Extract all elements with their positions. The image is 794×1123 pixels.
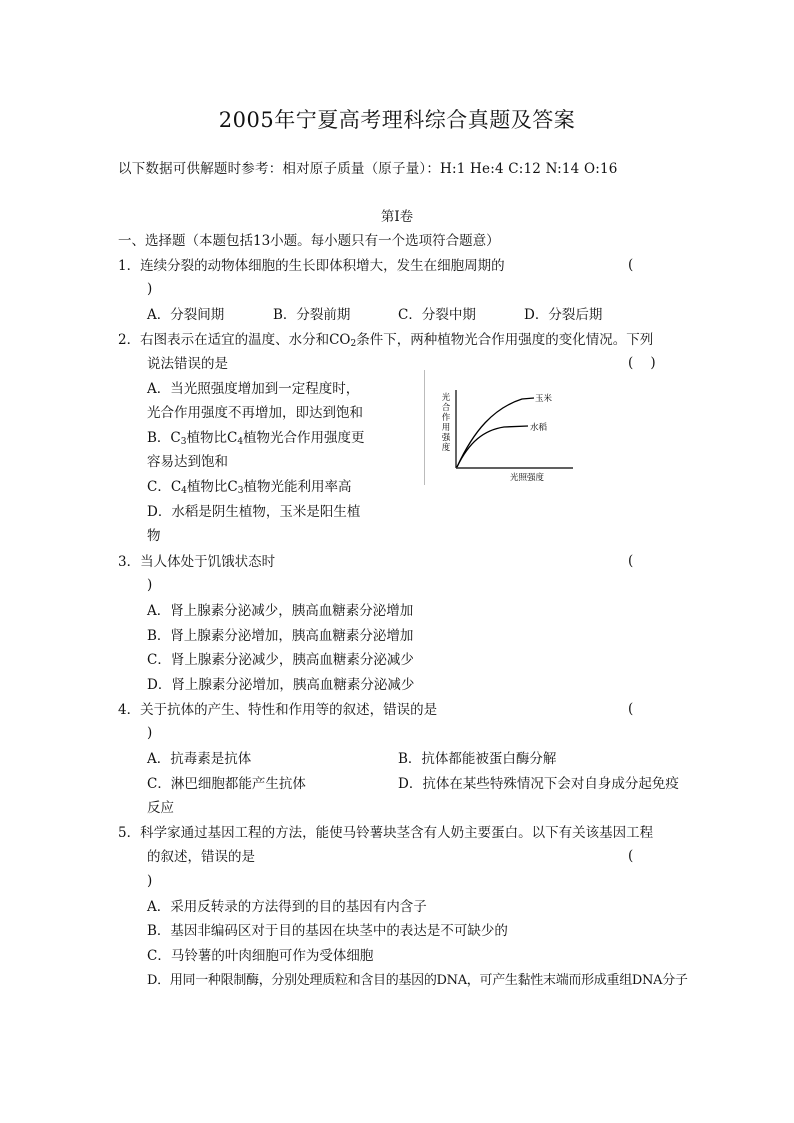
option-a: A．当光照强度增加到一定程度时，	[147, 381, 360, 397]
option-d: D．用同一种限制酶，分别处理质粒和含目的基因的DNA，可产生黏性末端而形成重组DNA分子	[147, 973, 688, 988]
option-b: B．抗体都能被蛋白酶分解	[398, 751, 557, 767]
option-c: C．肾上腺素分泌减少，胰高血糖素分泌减少	[147, 652, 414, 668]
option-c: C．淋巴细胞都能产生抗体	[147, 776, 306, 792]
option-a: A．抗毒素是抗体	[147, 751, 252, 767]
question-stem: 5．科学家通过基因工程的方法，能使马铃薯块茎含有人奶主要蛋白。以下有关该基因工程	[118, 825, 654, 841]
y-axis-label: 光合作用强度	[441, 393, 451, 453]
x-axis-label: 光照强度	[510, 473, 545, 483]
option-d-line2: 反应	[147, 800, 174, 816]
option-a: A．采用反转录的方法得到的目的基因有内含子	[147, 899, 427, 915]
option-d: D．水稻是阴生植物，玉米是阳生植	[147, 504, 361, 520]
answer-paren-close: )	[147, 725, 153, 741]
option-d: D．肾上腺素分泌增加，胰高血糖素分泌减少	[147, 677, 415, 693]
section-heading: 一、选择题（本题包括13小题。每小题只有一个选项符合题意）	[118, 233, 500, 249]
answer-paren-open: (	[628, 257, 634, 273]
answer-paren-open: (	[628, 701, 634, 717]
option-d: D．抗体在某些特殊情况下会对自身成分起免疫	[398, 776, 679, 792]
answer-paren: ( )	[628, 355, 656, 371]
answer-paren-close: )	[147, 281, 153, 297]
option-c: C．分裂中期	[398, 307, 476, 323]
question-stem-line2: 说法错误的是	[147, 356, 228, 372]
option-d-line2: 物	[147, 528, 161, 544]
answer-paren-open: (	[628, 553, 634, 569]
option-c: C．$C_4$植物比$C_3$植物光能利用率高	[147, 479, 352, 496]
question-stem: 3．当人体处于饥饿状态时	[118, 554, 276, 570]
page-title: 2005年宁夏高考理科综合真题及答案	[218, 108, 576, 132]
series-corn-line	[457, 398, 534, 467]
answer-paren-close: )	[147, 873, 153, 889]
answer-paren-open: (	[628, 848, 634, 864]
answer-paren-close: )	[147, 577, 153, 593]
option-b-line2: 容易达到饱和	[147, 454, 228, 470]
volume-label: 第I卷	[380, 209, 414, 225]
option-c: C．马铃薯的叶肉细胞可作为受体细胞	[147, 948, 374, 964]
series-corn-label: 玉米	[535, 394, 553, 404]
reference-note: 以下数据可供解题时参考：相对原子质量（原子量）：H:1 He:4 C:12 N:14 O:16	[118, 161, 618, 177]
option-b: B．基因非编码区对于目的基因在块茎中的表达是不可缺少的	[147, 923, 508, 939]
option-d: D．分裂后期	[524, 307, 603, 323]
question-stem: 1．连续分裂的动物体细胞的生长即体积增大，发生在细胞周期的	[118, 258, 505, 274]
option-a: A．分裂间期	[147, 307, 225, 323]
question-stem-line2: 的叙述，错误的是	[147, 849, 255, 865]
option-b: B．$C_3$植物比$C_4$植物光合作用强度更	[147, 430, 365, 447]
question-stem: 4．关于抗体的产生、特性和作用等的叙述，错误的是	[118, 702, 438, 718]
question-stem: 2．右图表示在适宜的温度、水分和$CO_2$条件下，两种植物光合作用强度的变化情况。下列	[118, 332, 654, 349]
option-a: A．肾上腺素分泌减少，胰高血糖素分泌增加	[147, 603, 414, 619]
option-a-line2: 光合作用强度不再增加，即达到饱和	[147, 405, 363, 421]
option-b: B．分裂前期	[273, 307, 351, 323]
option-b: B．肾上腺素分泌增加，胰高血糖素分泌增加	[147, 628, 414, 644]
photosynthesis-chart	[424, 370, 576, 485]
series-rice-label: 水稻	[530, 423, 548, 433]
